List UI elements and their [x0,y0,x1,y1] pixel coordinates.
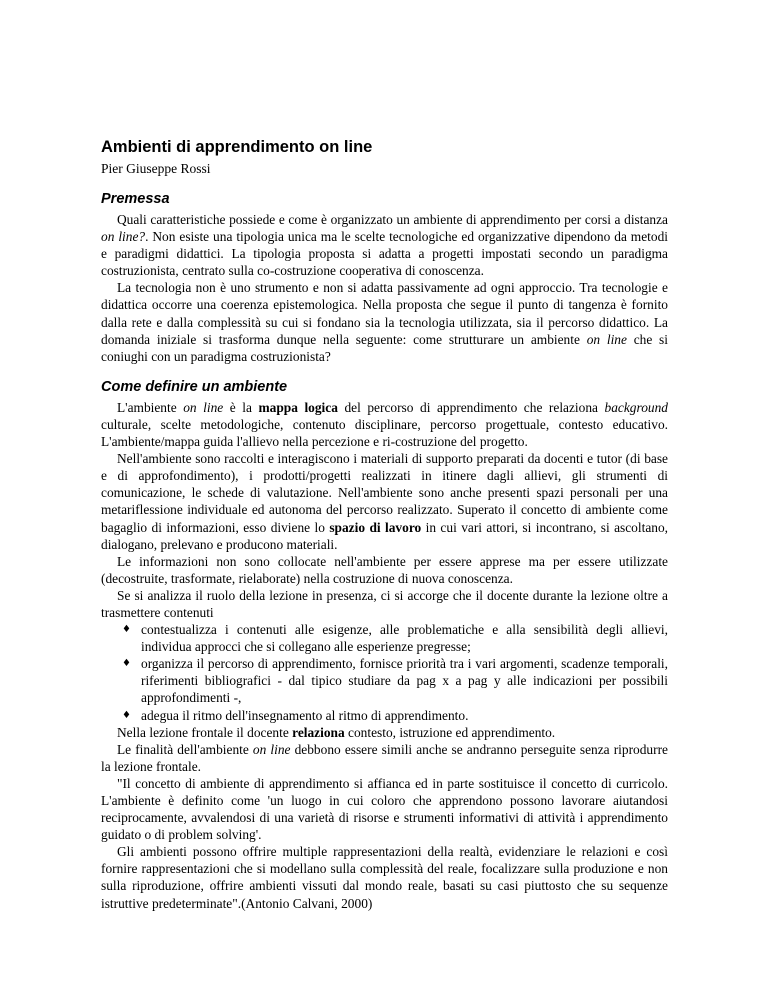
document-title: Ambienti di apprendimento on line [101,138,373,156]
paragraph: La tecnologia non è uno strumento e non si adatta passivamente ad ogni approccio. Tra tecnologie e didattica occorre una coerenza epistemologica. Nella proposta che segue il punto di tangenza è fornito dalla rete e dalla complessità su cui si fondano sia la tecnologia utilizzata, sia il percorso didattico. La domanda iniziale si trasforma dunque nella seguente: come strutturare un ambiente on line che si coniughi con un paradigma costruzionista? [101,280,668,364]
paragraph: Se si analizza il ruolo della lezione in presenza, ci si accorge che il docente durante la lezione oltre a trasmettere contenuti [101,587,668,620]
list-item: ♦ organizza il percorso di apprendimento, fornisce priorità tra i vari argomenti, scadenze temporali, riferimenti bibliografici - dal tipico studiare da pag x a pag y alle indicazioni per possibili approfondimenti -, [122,656,668,706]
paragraph: Le finalità dell'ambiente on line debbono essere simili anche se andranno perseguite senza riprodurre la lezione frontale. [101,741,668,774]
diamond-bullet-icon: ♦ [122,709,131,721]
paragraph: Nell'ambiente sono raccolti e interagiscono i materiali di supporto preparati da docenti e tutor (di base e di approfondimento), i prodotti/progetti realizzati in itinere dagli allievi, gli strumenti di comunicazione, le schede di valutazione. Nell'ambiente sono anche presenti spazi personali per una metariflessione individuale ed autonoma del percorso realizzato. Superato il concetto di ambiente come bagaglio di informazioni, esso diviene lo spazio di lavoro in cui vari attori, si incontrano, si ascoltano, dialogano, prelevano e producono materiali. [101,451,669,552]
section-heading-premessa: Premessa [101,191,170,207]
list-item: ♦ adegua il ritmo dell'insegnamento al ritmo di apprendimento. [122,707,469,723]
paragraph: Nella lezione frontale il docente relaziona contesto, istruzione ed apprendimento. [117,724,556,740]
diamond-bullet-icon: ♦ [122,624,131,636]
section-heading-come-definire: Come definire un ambiente [101,378,288,395]
paragraph: Le informazioni non sono collocate nell'ambiente per essere apprese ma per essere utilizzate (decostruite, trasformate, rielaborate) nella costruzione di nuova conoscenza. [101,553,668,586]
quote-paragraph: "Il concetto di ambiente di apprendimento si affianca ed in parte sostituisce il concetto di curricolo. L'ambiente è definito come 'un luogo in cui coloro che apprendono possono lavorare aiutandosi reciprocamente, avvalendosi di una varietà di risorse e strumenti informativi di attività i apprendimento guidato o di problem solving'. [101,775,668,843]
author-name: Pier Giuseppe Rossi [101,161,211,176]
diamond-bullet-icon: ♦ [122,658,131,670]
quote-paragraph: Gli ambienti possono offrire multiple rappresentazioni della realtà, evidenziare le relazioni e così fornire rappresentazioni che si modellano sulla complessità del reale, focalizzare sulla produzione e non sulla riproduzione, offrire ambienti vissuti dal mondo reale, basati su casi piuttosto che su sequenze istruttive predeterminate".(Antonio Calvani, 2000) [101,844,668,911]
list-item: ♦ contestualizza i contenuti alle esigenze, alle problematiche e alla sensibilità degli allievi, individua approcci che si collegano alle esperienze pregresse; [122,622,668,655]
document-page [101,137,668,912]
paragraph: L'ambiente on line è la mappa logica del percorso di apprendimento che relaziona background culturale, scelte metodologiche, contenuto disciplinare, percorso progettuale, contesto educativo. L'ambiente/mappa guida l'allievo nella percezione e ri-costruzione del progetto. [101,399,668,450]
bullet-list [101,621,668,724]
paragraph: Quali caratteristiche possiede e come è organizzato un ambiente di apprendimento per corsi a distanza on line?. Non esiste una tipologia unica ma le scelte tecnologiche ed organizzative dipendono da metodi e paradigmi didattici. La tipologia proposta si adatta a progetti impostati secondo un paradigma costruzionista, centrato sulla co-costruzione cooperativa di conoscenza. [101,212,669,279]
